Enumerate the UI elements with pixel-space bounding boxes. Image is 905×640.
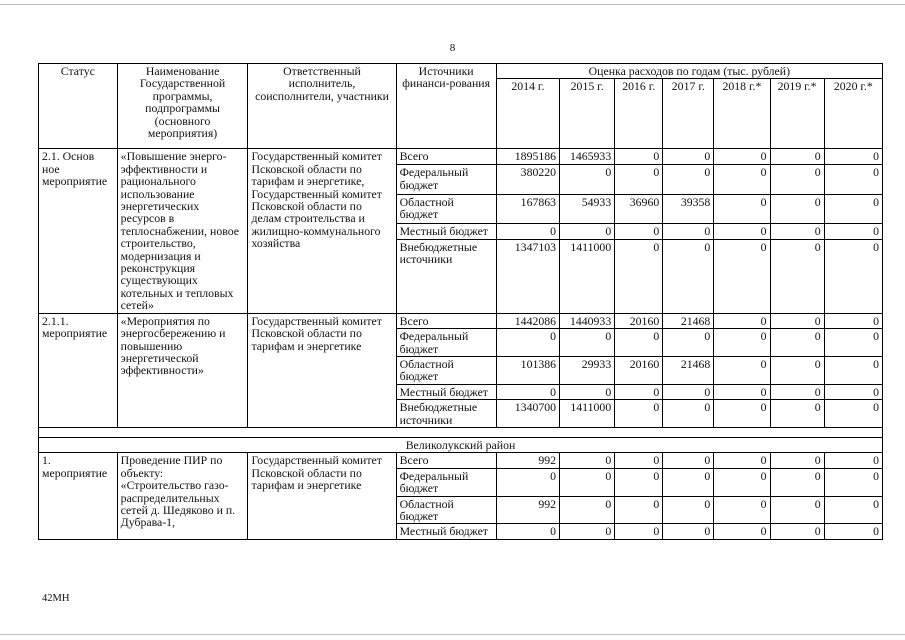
source-cell: Местный бюджет xyxy=(396,223,496,239)
value-cell: 1411000 xyxy=(560,400,615,428)
value-cell: 0 xyxy=(663,524,714,539)
table-row xyxy=(39,149,883,165)
value-cell: 0 xyxy=(560,329,615,357)
value-cell: 0 xyxy=(560,384,615,399)
value-cell: 1465933 xyxy=(560,149,615,165)
header-sources: Источники финанси-рования xyxy=(396,64,496,149)
value-cell: 21468 xyxy=(663,356,714,384)
value-cell: 0 xyxy=(560,453,615,468)
value-cell: 0 xyxy=(714,194,770,223)
value-cell: 0 xyxy=(496,329,559,357)
value-cell: 0 xyxy=(824,400,882,428)
source-cell: Федеральный бюджет xyxy=(396,165,496,194)
header-year: 2015 г. xyxy=(560,79,615,149)
value-cell: 0 xyxy=(714,149,770,165)
value-cell: 0 xyxy=(770,149,824,165)
value-cell: 101386 xyxy=(496,356,559,384)
value-cell: 0 xyxy=(663,384,714,399)
source-cell: Федеральный бюджет xyxy=(396,468,496,496)
value-cell: 0 xyxy=(770,239,824,313)
header-name: Наименование Государственной программы, подпрограммы (основного мероприятия) xyxy=(117,64,248,149)
value-cell: 380220 xyxy=(496,165,559,194)
value-cell: 0 xyxy=(615,524,663,539)
budget-table xyxy=(38,63,883,540)
value-cell: 54933 xyxy=(560,194,615,223)
value-cell: 0 xyxy=(770,453,824,468)
header-status: Статус xyxy=(39,64,118,149)
value-cell: 29933 xyxy=(560,356,615,384)
value-cell: 36960 xyxy=(615,194,663,223)
value-cell: 1895186 xyxy=(496,149,559,165)
header-executor: Ответственный исполнитель, соисполнители, участники xyxy=(248,64,396,149)
executor-cell: Государственный комитет Псковской области по тарифам и энергетике xyxy=(248,453,396,539)
value-cell: 0 xyxy=(770,356,824,384)
value-cell: 20160 xyxy=(615,356,663,384)
value-cell: 0 xyxy=(615,468,663,496)
value-cell: 0 xyxy=(824,356,882,384)
value-cell: 0 xyxy=(496,524,559,539)
source-cell: Областной бюджет xyxy=(396,496,496,524)
value-cell: 0 xyxy=(714,165,770,194)
table-row xyxy=(39,313,883,328)
value-cell: 0 xyxy=(714,400,770,428)
value-cell: 0 xyxy=(560,165,615,194)
value-cell: 0 xyxy=(663,453,714,468)
source-cell: Областной бюджет xyxy=(396,356,496,384)
value-cell: 0 xyxy=(770,496,824,524)
status-cell: 1. мероприятие xyxy=(39,453,118,539)
table-row-region xyxy=(39,437,883,452)
source-cell: Внебюджетные источники xyxy=(396,400,496,428)
value-cell: 0 xyxy=(714,496,770,524)
value-cell: 0 xyxy=(496,223,559,239)
source-cell: Областной бюджет xyxy=(396,194,496,223)
status-cell: 2.1. Основ ное мероприятие xyxy=(39,149,118,313)
value-cell: 0 xyxy=(824,149,882,165)
value-cell: 0 xyxy=(714,223,770,239)
header-year: 2019 г.* xyxy=(770,79,824,149)
value-cell: 0 xyxy=(663,468,714,496)
value-cell: 1440933 xyxy=(560,313,615,328)
value-cell: 0 xyxy=(714,313,770,328)
value-cell: 0 xyxy=(663,223,714,239)
value-cell: 0 xyxy=(615,400,663,428)
source-cell: Местный бюджет xyxy=(396,384,496,399)
source-cell: Всего xyxy=(396,149,496,165)
source-cell: Федеральный бюджет xyxy=(396,329,496,357)
value-cell: 0 xyxy=(663,400,714,428)
value-cell: 0 xyxy=(824,453,882,468)
value-cell: 0 xyxy=(770,194,824,223)
value-cell: 992 xyxy=(496,453,559,468)
value-cell: 0 xyxy=(560,468,615,496)
value-cell: 0 xyxy=(824,384,882,399)
executor-cell: Государственный комитет Псковской области по тарифам и энергетике xyxy=(248,313,396,427)
value-cell: 0 xyxy=(496,384,559,399)
page-number: 8 xyxy=(449,42,456,54)
executor-cell: Государственный комитет Псковской области по тарифам и энергетике, Государственный комитет Псковской области по делам строительства и жилищно-коммунального хозяйства xyxy=(248,149,396,313)
value-cell: 0 xyxy=(714,453,770,468)
value-cell: 0 xyxy=(663,496,714,524)
value-cell: 39358 xyxy=(663,194,714,223)
value-cell: 0 xyxy=(714,524,770,539)
value-cell: 0 xyxy=(663,149,714,165)
value-cell: 0 xyxy=(496,468,559,496)
value-cell: 0 xyxy=(770,468,824,496)
value-cell: 0 xyxy=(824,496,882,524)
value-cell: 0 xyxy=(615,329,663,357)
value-cell: 0 xyxy=(615,496,663,524)
name-cell: «Мероприятия по энергосбережению и повышению энергетической эффективности» xyxy=(117,313,248,427)
header-year: 2020 г.* xyxy=(824,79,882,149)
source-cell: Всего xyxy=(396,453,496,468)
value-cell: 1340700 xyxy=(496,400,559,428)
table-row xyxy=(39,453,883,468)
status-cell: 2.1.1. мероприятие xyxy=(39,313,118,427)
value-cell: 0 xyxy=(615,453,663,468)
value-cell: 0 xyxy=(824,329,882,357)
value-cell: 0 xyxy=(770,384,824,399)
blank-cell xyxy=(39,427,883,437)
value-cell: 0 xyxy=(615,239,663,313)
value-cell: 0 xyxy=(824,468,882,496)
name-cell: Проведение ПИР по объекту: «Строительство газо-распределительных сетей д. Шедяково и п. Дубрава-1, xyxy=(117,453,248,539)
value-cell: 167863 xyxy=(496,194,559,223)
value-cell: 0 xyxy=(824,223,882,239)
value-cell: 0 xyxy=(714,468,770,496)
value-cell: 0 xyxy=(770,165,824,194)
value-cell: 0 xyxy=(615,165,663,194)
value-cell: 1347103 xyxy=(496,239,559,313)
value-cell: 0 xyxy=(770,313,824,328)
value-cell: 21468 xyxy=(663,313,714,328)
value-cell: 992 xyxy=(496,496,559,524)
value-cell: 0 xyxy=(560,524,615,539)
source-cell: Всего xyxy=(396,313,496,328)
value-cell: 0 xyxy=(560,223,615,239)
value-cell: 0 xyxy=(824,239,882,313)
value-cell: 0 xyxy=(714,356,770,384)
header-year: 2017 г. xyxy=(663,79,714,149)
value-cell: 0 xyxy=(770,329,824,357)
value-cell: 20160 xyxy=(615,313,663,328)
scan-edge-top xyxy=(0,4,905,5)
source-cell: Местный бюджет xyxy=(396,524,496,539)
value-cell: 1442086 xyxy=(496,313,559,328)
header-year: 2018 г.* xyxy=(714,79,770,149)
value-cell: 0 xyxy=(663,165,714,194)
header-year: 2014 г. xyxy=(496,79,559,149)
value-cell: 0 xyxy=(770,524,824,539)
value-cell: 0 xyxy=(615,384,663,399)
value-cell: 0 xyxy=(560,496,615,524)
table-row-blank xyxy=(39,427,883,437)
value-cell: 0 xyxy=(770,400,824,428)
scan-edge-bottom xyxy=(0,634,905,635)
value-cell: 0 xyxy=(824,313,882,328)
value-cell: 1411000 xyxy=(560,239,615,313)
value-cell: 0 xyxy=(615,149,663,165)
value-cell: 0 xyxy=(615,223,663,239)
header-year: 2016 г. xyxy=(615,79,663,149)
value-cell: 0 xyxy=(714,239,770,313)
region-heading: Великолукский район xyxy=(39,437,883,452)
value-cell: 0 xyxy=(663,329,714,357)
name-cell: «Повышение энерго-эффективности и рационального использование энергетических ресурсов в теплоснабжении, новое строительство, модернизация и реконструкция существующих котельных и тепловых сетей» xyxy=(117,149,248,313)
value-cell: 0 xyxy=(824,165,882,194)
value-cell: 0 xyxy=(663,239,714,313)
value-cell: 0 xyxy=(714,384,770,399)
header-costs: Оценка расходов по годам (тыс. рублей) xyxy=(496,64,882,79)
value-cell: 0 xyxy=(770,223,824,239)
value-cell: 0 xyxy=(824,524,882,539)
value-cell: 0 xyxy=(824,194,882,223)
value-cell: 0 xyxy=(714,329,770,357)
source-cell: Внебюджетные источники xyxy=(396,239,496,313)
footer-code: 42МН xyxy=(42,593,70,604)
